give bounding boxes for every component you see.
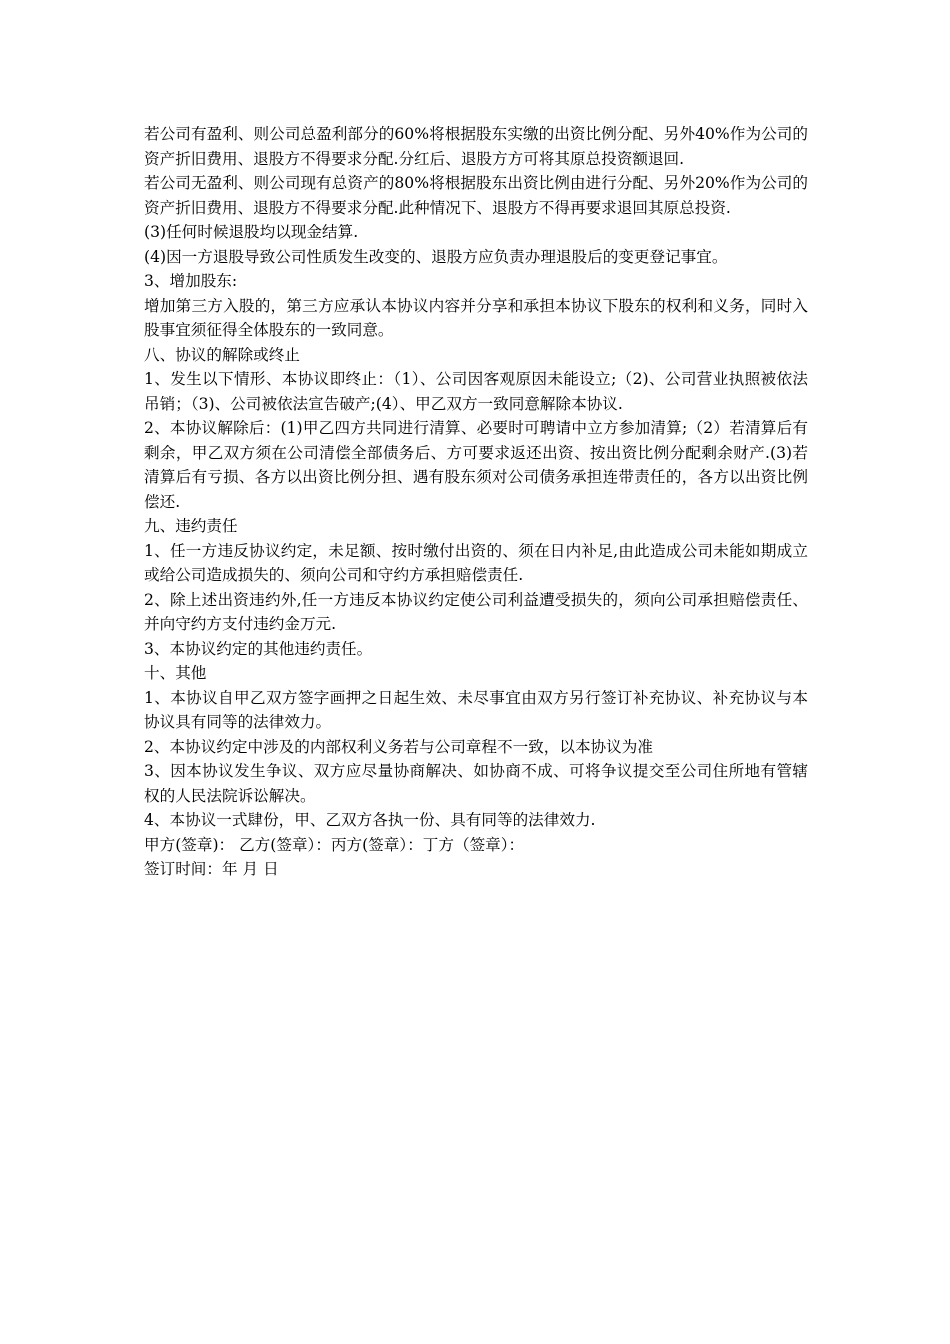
paragraph-other-3: 3、因本协议发生争议、双方应尽量协商解决、如协商不成、可将争议提交至公司住所地有管辖权的人民法院诉讼解决。 [144, 762, 808, 805]
paragraph-other-4: 4、本协议一式肆份，甲、乙双方各执一份、具有同等的法律效力. [144, 811, 596, 829]
signature-line: 甲方(签章)： 乙方(签章）：丙方(签章）：丁方（签章）： [144, 835, 525, 854]
paragraph-other-2: 2、本协议约定中涉及的内部权利义务若与公司章程不一致，以本协议为准 [144, 737, 653, 756]
paragraph-liability-2: 2、除上述出资违约外,任一方违反本协议约定使公司利益遭受损失的，须向公司承担赔偿责任、并向守约方支付违约金万元. [144, 590, 808, 633]
heading-add-shareholder: 3、增加股东: [144, 272, 238, 290]
paragraph-other-1: 1、本协议自甲乙双方签字画押之日起生效、未尽事宜由双方另行签订补充协议、补充协议与本协议具有同等的法律效力。 [144, 688, 808, 731]
document-body [144, 122, 808, 882]
paragraph-add-shareholder: 增加第三方入股的，第三方应承认本协议内容并分享和承担本协议下股东的权利和义务，同时入股事宜须征得全体股东的一致同意。 [144, 296, 808, 339]
signing-date-line: 签订时间：年 月 日 [144, 860, 279, 878]
paragraph-change-registration: (4)因一方退股导致公司性质发生改变的、退股方应负责办理退股后的变更登记事宜。 [144, 247, 728, 266]
paragraph-no-profit-distribution: 若公司无盈利、则公司现有总资产的80%将根据股东出资比例由进行分配、另外20%作为公司的资产折旧费用、退股方不得要求分配.此种情况下、退股方不得再要求退回其原总投资. [144, 174, 808, 217]
paragraph-profit-distribution: 若公司有盈利、则公司总盈利部分的60%将根据股东实缴的出资比例分配、另外40%作为公司的资产折旧费用、退股方不得要求分配.分红后、退股方方可将其原总投资额退回. [144, 125, 808, 168]
paragraph-cash-settlement: (3)任何时候退股均以现金结算. [144, 223, 359, 241]
paragraph-liability-1: 1、任一方违反协议约定，未足额、按时缴付出资的、须在日内补足,由此造成公司未能如期成立或给公司造成损失的、须向公司和守约方承担赔偿责任. [144, 541, 808, 584]
paragraph-after-termination: 2、本协议解除后：(1)甲乙四方共同进行清算、必要时可聘请中立方参加清算;（2）若清算后有剩余，甲乙双方须在公司清偿全部债务后、方可要求返还出资、按出资比例分配剩余财产.(3)若清算后有亏损、各方以出资比例分担、遇有股东须对公司债务承担连带责任的，各方以出资比例偿还. [144, 419, 808, 511]
section-heading-liability: 九、违约责任 [144, 517, 238, 535]
paragraph-termination-cases: 1、发生以下情形、本协议即终止：（1）、公司因客观原因未能设立;（2)、公司营业执照被依法吊销；（3)、公司被依法宣告破产;(4）、甲乙双方一致同意解除本协议. [144, 370, 808, 413]
section-heading-other: 十、其他 [144, 664, 207, 682]
paragraph-liability-3: 3、本协议约定的其他违约责任。 [144, 639, 373, 658]
section-heading-termination: 八、协议的解除或终止 [144, 345, 300, 364]
